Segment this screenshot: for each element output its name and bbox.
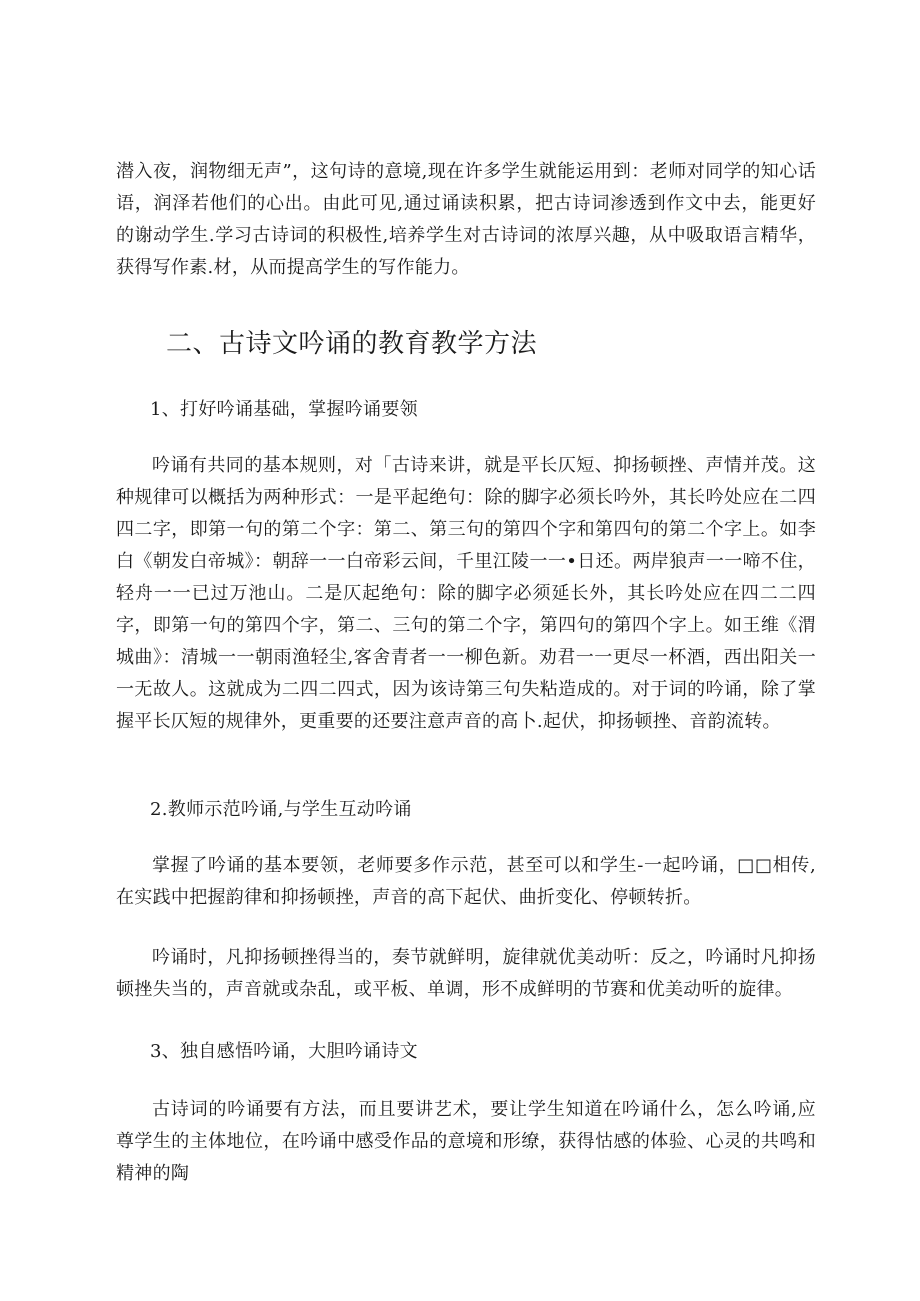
subheading-3: 3、独自感悟吟诵，大胆吟诵诗文 [150, 1041, 418, 1062]
subheading-1: 1、打好吟诵基础，掌握吟诵要领 [150, 399, 418, 420]
paragraph-teacher-demo: 掌握了吟诵的基本要领，老师要多作示范，甚至可以和学生-一起吟诵，□□相传,在实践中把握韵律和抑扬顿挫，声音的高下起伏、曲折变化、停顿转折。 [116, 855, 816, 908]
paragraph-continuation: 潜入夜，润物细无声”，这句诗的意境,现在许多学生就能运用到：老师对同学的知心话语，润泽若他们的心出。由此可见,通过诵读积累，把古诗词渗透到作文中去，能更好的谢动学生.学习古诗词的积极性,培养学生对古诗词的浓厚兴趣，从中吸取语言精华，获得写作素.材，从而提高学生的写作能力。 [116, 161, 816, 278]
subheading-2: 2.教师示范吟诵,与学生互动吟诵 [150, 799, 412, 820]
paragraph-rhythm: 吟诵时，凡抑扬顿挫得当的，奏节就鲜明，旋律就优美动听：反之，吟诵时凡抑扬顿挫失当的，声音就或杂乱，或平板、单调，形不成鲜明的节赛和优美动听的旋律。 [116, 947, 816, 1000]
section-heading: 二、古诗文吟诵的教育教学方法 [166, 329, 538, 359]
paragraph-chanting-rules: 吟诵有共同的基本规则，对「古诗来讲，就是平长仄短、抑扬顿挫、声情并茂。这种规律可以概括为两种形式：一是平起绝句：除的脚字必须长吟外，其长吟处应在二四四二字，即第一句的第二个字：第二、第三句的第四个字和第四句的第二个字上。如李白《朝发白帝城》：朝辞一一白帝彩云间，千里江陵一一•日还。两岸狼声一一啼不住，轻舟一一已过万池山。二是仄起绝句：除的脚字必须延长外，其长吟处应在四二二四字，即第一句的第四个字，第二、三句的第二个字，第四句的第四个字上。如王维《渭城曲》：清城一一朝雨渔轻尘,客舍青者一一柳色新。劝君一一更尽一杯酒，西出阳关一一无故人。这就成为二四二四式，因为该诗第三句失粘造成的。对于词的吟诵，除了掌握平长仄短的规律外，更重要的还要注意声音的高卜.起伏，抑扬顿挫、音韵流转。 [116, 455, 816, 732]
paragraph-independent: 古诗词的吟诵要有方法，而且要讲艺术，要让学生知道在吟诵什么，怎么吟诵,应尊学生的主体地位，在吟诵中感受作品的意境和形缭，获得怙感的体验、心灵的共鸣和精神的陶 [116, 1099, 816, 1184]
